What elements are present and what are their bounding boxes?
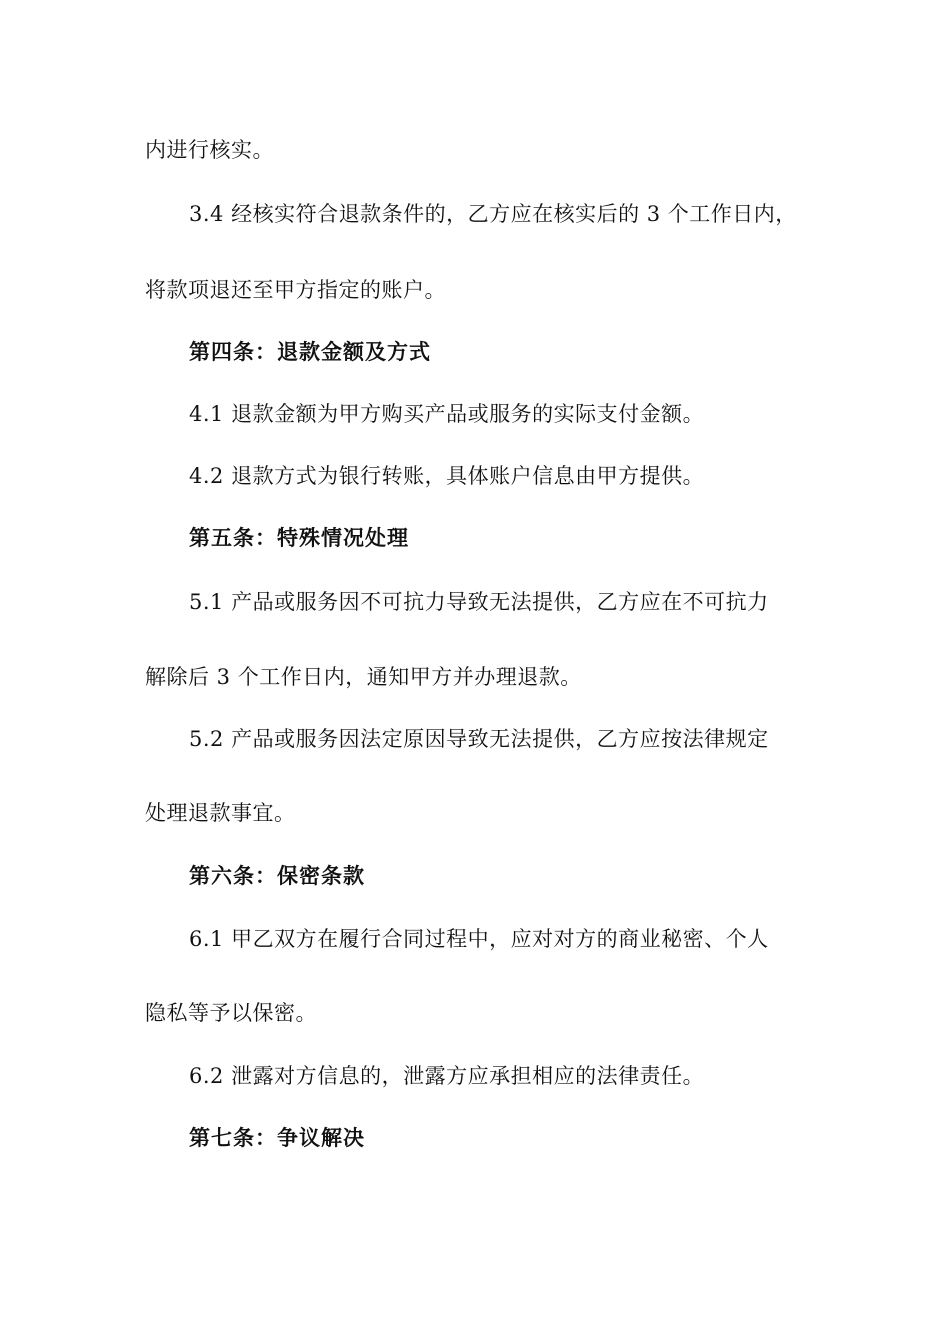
- clause-4-2-line: 4.2 退款方式为银行转账，具体账户信息由甲方提供。: [189, 464, 705, 488]
- body-text-line: 内进行核实。: [145, 138, 274, 162]
- body-text-line: 解除后 3 个工作日内，通知甲方并办理退款。: [145, 665, 582, 689]
- clause-5-2-line: 5.2 产品或服务因法定原因导致无法提供，乙方应按法律规定: [189, 727, 769, 751]
- section-heading-6: 第六条：保密条款: [189, 864, 365, 888]
- section-heading-4: 第四条：退款金额及方式: [189, 340, 431, 364]
- clause-3-4-line: 3.4 经核实符合退款条件的，乙方应在核实后的 3 个工作日内，: [189, 202, 797, 226]
- body-text-line: 将款项退还至甲方指定的账户。: [145, 278, 446, 302]
- section-heading-5: 第五条：特殊情况处理: [189, 526, 409, 550]
- clause-5-1-line: 5.1 产品或服务因不可抗力导致无法提供，乙方应在不可抗力: [189, 590, 769, 614]
- section-heading-7: 第七条：争议解决: [189, 1126, 365, 1150]
- body-text-line: 隐私等予以保密。: [145, 1001, 317, 1025]
- body-text-line: 处理退款事宜。: [145, 801, 296, 825]
- clause-6-2-line: 6.2 泄露对方信息的，泄露方应承担相应的法律责任。: [189, 1064, 705, 1088]
- clause-4-1-line: 4.1 退款金额为甲方购买产品或服务的实际支付金额。: [189, 402, 705, 426]
- clause-6-1-line: 6.1 甲乙双方在履行合同过程中，应对对方的商业秘密、个人: [189, 927, 769, 951]
